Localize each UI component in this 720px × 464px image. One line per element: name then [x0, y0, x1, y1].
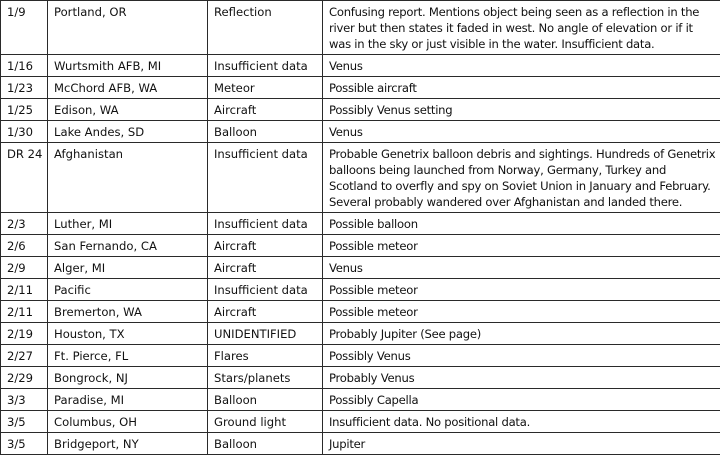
location-cell: Alger, MI	[48, 257, 208, 279]
notes-cell: Possible aircraft	[323, 77, 720, 99]
location-cell: Pacific	[48, 279, 208, 301]
date-cell: 1/16	[1, 55, 48, 77]
table-row	[1, 1, 720, 55]
location-cell: Wurtsmith AFB, MI	[48, 55, 208, 77]
date-cell: 2/27	[1, 345, 48, 367]
notes-cell: Possible meteor	[323, 279, 720, 301]
date-cell: 2/29	[1, 367, 48, 389]
location-cell: Paradise, MI	[48, 389, 208, 411]
date-cell: 1/9	[1, 1, 48, 55]
date-cell: 2/19	[1, 323, 48, 345]
date-cell: 2/3	[1, 213, 48, 235]
notes-cell: Possibly Venus	[323, 345, 720, 367]
evaluation-cell: Insufficient data	[208, 279, 323, 301]
notes-cell: Possibly Capella	[323, 389, 720, 411]
evaluation-cell: Ground light	[208, 411, 323, 433]
date-cell: 2/11	[1, 279, 48, 301]
table-row	[1, 411, 720, 433]
table-row	[1, 257, 720, 279]
evaluation-cell: Aircraft	[208, 235, 323, 257]
sighting-rows	[1, 1, 720, 455]
table-row	[1, 345, 720, 367]
notes-cell: Insufficient data. No positional data.	[323, 411, 720, 433]
notes-cell: Possible meteor	[323, 301, 720, 323]
table-row	[1, 367, 720, 389]
evaluation-cell: Balloon	[208, 121, 323, 143]
table-row	[1, 121, 720, 143]
notes-cell: Probably Venus	[323, 367, 720, 389]
evaluation-cell: Balloon	[208, 389, 323, 411]
date-cell: DR 24	[1, 143, 48, 213]
evaluation-cell: Flares	[208, 345, 323, 367]
location-cell: Bridgeport, NY	[48, 433, 208, 455]
location-cell: Portland, OR	[48, 1, 208, 55]
evaluation-cell: Insufficient data	[208, 55, 323, 77]
date-cell: 3/3	[1, 389, 48, 411]
evaluation-cell: Stars/planets	[208, 367, 323, 389]
date-cell: 3/5	[1, 433, 48, 455]
location-cell: Ft. Pierce, FL	[48, 345, 208, 367]
evaluation-cell: Insufficient data	[208, 143, 323, 213]
location-cell: San Fernando, CA	[48, 235, 208, 257]
location-cell: Lake Andes, SD	[48, 121, 208, 143]
evaluation-cell: UNIDENTIFIED	[208, 323, 323, 345]
notes-cell: Probable Genetrix balloon debris and sightings. Hundreds of Genetrix balloons being launched from Norway, Germany, Turkey and Scotland to overfly and spy on Soviet Union in January and February. Several probably wandered over Afghanistan and landed there.	[323, 143, 720, 213]
location-cell: Bongrock, NJ	[48, 367, 208, 389]
table-row	[1, 55, 720, 77]
date-cell: 1/25	[1, 99, 48, 121]
table-row	[1, 213, 720, 235]
notes-cell: Probably Jupiter (See page)	[323, 323, 720, 345]
table-row	[1, 323, 720, 345]
location-cell: McChord AFB, WA	[48, 77, 208, 99]
notes-cell: Venus	[323, 55, 720, 77]
date-cell: 2/9	[1, 257, 48, 279]
date-cell: 2/6	[1, 235, 48, 257]
evaluation-cell: Balloon	[208, 433, 323, 455]
location-cell: Luther, MI	[48, 213, 208, 235]
notes-cell: Jupiter	[323, 433, 720, 455]
notes-cell: Venus	[323, 121, 720, 143]
notes-cell: Possible meteor	[323, 235, 720, 257]
table-row	[1, 143, 720, 213]
date-cell: 1/23	[1, 77, 48, 99]
table-row	[1, 279, 720, 301]
notes-cell: Venus	[323, 257, 720, 279]
table-row	[1, 77, 720, 99]
table-row	[1, 389, 720, 411]
evaluation-cell: Insufficient data	[208, 213, 323, 235]
date-cell: 3/5	[1, 411, 48, 433]
table-row	[1, 301, 720, 323]
notes-cell: Possibly Venus setting	[323, 99, 720, 121]
evaluation-cell: Reflection	[208, 1, 323, 55]
evaluation-cell: Aircraft	[208, 257, 323, 279]
location-cell: Houston, TX	[48, 323, 208, 345]
evaluation-cell: Aircraft	[208, 99, 323, 121]
date-cell: 1/30	[1, 121, 48, 143]
date-cell: 2/11	[1, 301, 48, 323]
table-row	[1, 433, 720, 455]
table-row	[1, 235, 720, 257]
location-cell: Edison, WA	[48, 99, 208, 121]
location-cell: Afghanistan	[48, 143, 208, 213]
evaluation-cell: Aircraft	[208, 301, 323, 323]
location-cell: Bremerton, WA	[48, 301, 208, 323]
evaluation-cell: Meteor	[208, 77, 323, 99]
table-row	[1, 99, 720, 121]
location-cell: Columbus, OH	[48, 411, 208, 433]
notes-cell: Possible balloon	[323, 213, 720, 235]
notes-cell: Confusing report. Mentions object being seen as a reflection in the river but then states it faded in west. No angle of elevation or if it was in the sky or just visible in the water. Insufficient data.	[323, 1, 720, 55]
